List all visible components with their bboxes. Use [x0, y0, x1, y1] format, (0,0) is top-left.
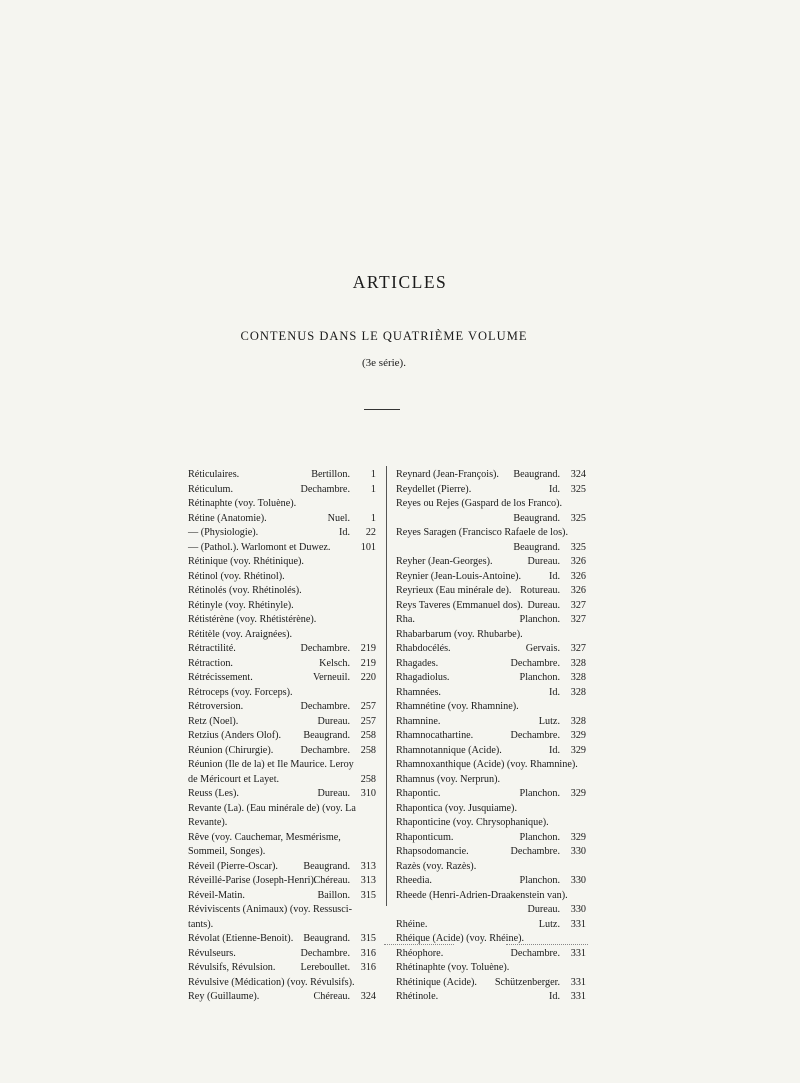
entry-author: Rotureau. [520, 585, 560, 596]
entry-title: de Méricourt et Layet. [188, 773, 280, 785]
index-entry [188, 613, 376, 628]
entry-author: Dureau. [317, 715, 350, 727]
entry-author: Beaugrand. [303, 860, 350, 872]
entry-title: Rétinaphte (voy. Toluène). [188, 498, 297, 509]
index-entry [396, 526, 586, 541]
entry-title: Reyher (Jean-Georges). [396, 556, 493, 567]
entry-author: Dechambre. [300, 483, 350, 495]
index-entry [188, 671, 376, 686]
index-entry [188, 787, 376, 802]
entry-author: Dechambre. [300, 947, 350, 959]
entry-title: Rey (Guillaume). [188, 991, 260, 1002]
entry-title: Reyes ou Rejes (Gaspard de los Franco). [396, 498, 563, 509]
index-entry [396, 483, 586, 498]
index-entry [188, 715, 376, 730]
entry-author: Dechambre. [510, 657, 560, 669]
entry-author: Bertillon. [311, 469, 350, 480]
entry-title: Rhapsodomancie. [396, 846, 469, 857]
index-entry [396, 642, 586, 657]
entry-title: Rheedia. [396, 875, 432, 886]
entry-title: Rétrécissement. [188, 672, 253, 683]
entry-title: Rétistérène (voy. Rhétistérène). [188, 614, 317, 625]
index-entry [396, 976, 586, 991]
index-entry [396, 831, 586, 846]
index-entry [188, 584, 376, 599]
entry-page: 330 [570, 875, 586, 886]
entry-page: 219 [360, 657, 376, 669]
index-entry [396, 570, 586, 585]
index-entry [396, 961, 586, 976]
entry-author: Dureau. [527, 556, 560, 567]
index-entry [188, 874, 376, 889]
entry-author: Id. [548, 991, 560, 1002]
entry-title: Rétraction. [188, 657, 233, 669]
entry-title: Réticulaires. [188, 469, 240, 480]
entry-title: Revante). [188, 817, 228, 828]
entry-page: 327 [570, 599, 586, 611]
index-entry [396, 715, 586, 730]
entry-page: 328 [570, 657, 586, 669]
index-entry [188, 831, 376, 846]
entry-title: Revante (La). (Eau minérale de) (voy. La [188, 802, 356, 814]
entry-title: Réveillé-Parise (Joseph-Henri). [188, 875, 317, 886]
entry-title: Rhaponticum. [396, 831, 454, 843]
entry-author: Id. [548, 744, 560, 756]
entry-page: 313 [360, 860, 376, 872]
entry-title: Rhétinaphte (voy. Toluène). [396, 962, 510, 973]
index-entry [396, 816, 586, 831]
index-entry [188, 642, 376, 657]
entry-page: 313 [360, 875, 376, 886]
entry-title: Rétroceps (voy. Forceps). [188, 686, 293, 698]
entry-author: Lutz. [538, 715, 560, 727]
entry-title: Rétinol (voy. Rhétinol). [188, 570, 285, 582]
index-entry [188, 773, 376, 788]
entry-author: Id. [548, 686, 560, 698]
index-entry [188, 744, 376, 759]
entry-title: Rhapontic. [396, 788, 441, 799]
entry-title: Rhamnus (voy. Nerprun). [396, 773, 501, 785]
entry-title: Rhéique (Acide) (voy. Rhéine). [396, 933, 525, 944]
entry-author: Id. [548, 570, 560, 582]
entry-title: Rhétinole. [396, 991, 439, 1002]
index-entry [396, 744, 586, 759]
entry-title: tants). [188, 918, 214, 930]
entry-page: 330 [570, 904, 586, 915]
entry-title: Rétinyle (voy. Rhétinyle). [188, 599, 294, 611]
entry-page: 329 [570, 831, 586, 843]
index-entry [396, 468, 586, 483]
entry-page: 331 [570, 918, 586, 930]
bleed-through-mark [506, 944, 588, 945]
index-entry [396, 845, 586, 860]
entry-author: Beaugrand. [303, 933, 350, 944]
index-entry [188, 976, 376, 991]
entry-title: Rhamnotannique (Acide). [396, 744, 502, 756]
entry-title: Reyrieux (Eau minérale de). [396, 585, 512, 596]
entry-author: Lutz. [538, 918, 560, 930]
index-entry [188, 932, 376, 947]
entry-author: Dureau. [527, 599, 560, 611]
entry-page: 326 [570, 556, 586, 567]
entry-page: 328 [570, 672, 586, 683]
entry-author: Chéreau. [313, 875, 350, 886]
entry-page: 101 [360, 541, 376, 553]
entry-title: Rétinolés (voy. Rhétinolés). [188, 585, 302, 596]
index-entry [188, 802, 376, 817]
entry-title: Révulseurs. [188, 947, 236, 959]
entry-page: 316 [360, 947, 376, 959]
entry-author: Planchon. [519, 614, 560, 625]
entry-title: Reys Taveres (Emmanuel dos). [396, 599, 523, 611]
entry-page: 22 [365, 527, 376, 538]
index-entry [396, 584, 586, 599]
entry-author: Lereboullet. [300, 962, 350, 973]
entry-title: Rhapontica (voy. Jusquiame). [396, 802, 517, 814]
entry-title: Rhabarbarum (voy. Rhubarbe). [396, 628, 523, 640]
entry-author: Chéreau. [313, 991, 350, 1002]
entry-title: Réunion (Chirurgie). [188, 744, 274, 756]
entry-title: Reuss (Les). [188, 788, 239, 799]
entry-author: Kelsch. [319, 657, 350, 669]
entry-title: Rhamnine. [396, 715, 441, 727]
entry-page: 327 [570, 643, 586, 654]
entry-title: Rhéine. [396, 918, 428, 930]
entry-page: 326 [570, 585, 586, 596]
index-entry [396, 671, 586, 686]
entry-title: Révulsifs, Révulsion. [188, 962, 276, 973]
entry-page: 258 [360, 773, 376, 785]
entry-author: Gervais. [525, 643, 560, 654]
entry-title: — (Physiologie). [188, 527, 259, 538]
entry-page: 258 [360, 744, 376, 756]
entry-title: Rheede (Henri-Adrien-Draakenstein van). [396, 889, 568, 901]
entry-page: 324 [570, 469, 586, 480]
index-entry [396, 947, 586, 962]
entry-page: 330 [570, 846, 586, 857]
index-entry [188, 845, 376, 860]
entry-page: 310 [360, 788, 376, 799]
series-note: (3e série). [362, 357, 406, 369]
entry-author: Planchon. [519, 831, 560, 843]
index-entry [396, 889, 586, 904]
entry-title: Razès (voy. Razès). [396, 860, 477, 872]
index-entry [188, 599, 376, 614]
index-entry [188, 512, 376, 527]
entry-page: 257 [360, 701, 376, 712]
entry-page: 331 [570, 947, 586, 959]
entry-page: 324 [360, 991, 376, 1002]
entry-title: Retz (Noel). [188, 715, 239, 727]
entry-title: Rhamnées. [396, 686, 441, 698]
entry-page: 328 [570, 686, 586, 698]
index-entry [396, 497, 586, 512]
entry-author: Dureau. [527, 904, 560, 915]
entry-title: — (Pathol.). Warlomont et Duwez. [188, 541, 331, 553]
index-entry [188, 758, 376, 773]
index-entry [188, 468, 376, 483]
entry-author: Dechambre. [300, 643, 350, 654]
entry-author: Dechambre. [510, 846, 560, 857]
entry-page: 329 [570, 730, 586, 741]
entry-title: Révulsive (Médication) (voy. Révulsifs). [188, 976, 355, 988]
entry-author: Dechambre. [510, 730, 560, 741]
entry-page: 1 [370, 512, 376, 524]
entry-title: Retzius (Anders Olof). [188, 730, 282, 741]
index-entry [396, 918, 586, 933]
index-entry [188, 483, 376, 498]
entry-author: Verneuil. [312, 672, 350, 683]
index-entry [188, 526, 376, 541]
index-entry [396, 686, 586, 701]
entry-page: 328 [570, 715, 586, 727]
index-entry [396, 700, 586, 715]
entry-title: Rhagadiolus. [396, 672, 450, 683]
entry-page: 329 [570, 744, 586, 756]
index-column-right [396, 468, 586, 1005]
entry-page: 331 [570, 976, 586, 988]
entry-title: Réveil (Pierre-Oscar). [188, 860, 278, 872]
entry-page: 327 [570, 614, 586, 625]
page-subtitle: CONTENUS DANS LE QUATRIÈME VOLUME [240, 329, 528, 343]
entry-title: Sommeil, Songes). [188, 846, 266, 857]
index-entry [396, 874, 586, 889]
entry-title: Réticulum. [188, 483, 233, 495]
entry-author: Beaugrand. [513, 512, 560, 524]
entry-title: Rhagades. [396, 657, 439, 669]
entry-author: Id. [338, 527, 350, 538]
index-entry [188, 903, 376, 918]
entry-title: Rhabdocélés. [396, 643, 451, 654]
entry-page: 325 [570, 512, 586, 524]
entry-author: Dureau. [317, 788, 350, 799]
entry-author: Planchon. [519, 788, 560, 799]
entry-page: 329 [570, 788, 586, 799]
index-entry [396, 729, 586, 744]
index-entry [396, 512, 586, 527]
index-entry [188, 541, 376, 556]
entry-title: Rha. [396, 614, 415, 625]
title-rule [364, 409, 400, 410]
entry-page: 219 [360, 643, 376, 654]
entry-author: Beaugrand. [303, 730, 350, 741]
entry-page: 325 [570, 483, 586, 495]
entry-page: 258 [360, 730, 376, 741]
index-entry [188, 889, 376, 904]
entry-title: Rhéophore. [396, 947, 444, 959]
column-divider [386, 466, 387, 906]
entry-author: Schützenberger. [494, 976, 560, 988]
index-entry [396, 773, 586, 788]
index-entry [188, 686, 376, 701]
entry-page: 1 [370, 483, 376, 495]
entry-title: Rhamnétine (voy. Rhamnine). [396, 701, 519, 712]
entry-author: Planchon. [519, 672, 560, 683]
index-entry [396, 860, 586, 875]
entry-page: 325 [570, 541, 586, 553]
entry-author: Baillon. [317, 889, 350, 901]
entry-page: 331 [570, 991, 586, 1002]
page-title: ARTICLES [352, 272, 448, 292]
index-entry [188, 961, 376, 976]
entry-author: Nuel. [327, 512, 350, 524]
entry-page: 257 [360, 715, 376, 727]
index-entry [396, 657, 586, 672]
index-entry [188, 947, 376, 962]
entry-page: 326 [570, 570, 586, 582]
index-entry [396, 599, 586, 614]
index-entry [188, 497, 376, 512]
index-entry [396, 903, 586, 918]
index-entry [188, 628, 376, 643]
entry-page: 220 [360, 672, 376, 683]
index-entry [188, 555, 376, 570]
entry-author: Planchon. [519, 875, 560, 886]
index-entry [188, 918, 376, 933]
index-entry [188, 990, 376, 1005]
index-entry [188, 860, 376, 875]
entry-author: Beaugrand. [513, 541, 560, 553]
entry-title: Rhaponticine (voy. Chrysophanique). [396, 817, 549, 828]
entry-page: 1 [370, 469, 376, 480]
entry-title: Rhamnoxanthique (Acide) (voy. Rhamnine). [396, 759, 578, 770]
entry-title: Rétroversion. [188, 701, 244, 712]
entry-title: Rêve (voy. Cauchemar, Mesmérisme, [188, 831, 341, 843]
entry-title: Reynier (Jean-Louis-Antoine). [396, 570, 522, 582]
index-entry [396, 990, 586, 1005]
index-entry [188, 657, 376, 672]
entry-title: Reydellet (Pierre). [396, 483, 472, 495]
index-entry [188, 570, 376, 585]
entry-title: Réveil-Matin. [188, 889, 245, 901]
index-entry [396, 555, 586, 570]
entry-title: Révolat (Etienne-Benoit). [188, 933, 294, 944]
index-entry [188, 816, 376, 831]
index-entry [188, 700, 376, 715]
index-entry [396, 541, 586, 556]
entry-author: Dechambre. [510, 947, 560, 959]
index-entry [396, 802, 586, 817]
entry-title: Rétinique (voy. Rhétinique). [188, 556, 304, 567]
entry-author: Dechambre. [300, 701, 350, 712]
index-entry [396, 613, 586, 628]
entry-title: Reyes Saragen (Francisco Rafaele de los). [396, 527, 568, 538]
entry-page: 315 [360, 933, 376, 944]
bleed-through-mark [384, 944, 454, 945]
entry-title: Rhamnocathartine. [396, 730, 474, 741]
entry-title: Réviviscents (Animaux) (voy. Ressusci- [188, 904, 353, 915]
entry-title: Reynard (Jean-François). [396, 469, 499, 480]
entry-page: 315 [360, 889, 376, 901]
index-entry [188, 729, 376, 744]
entry-title: Rétractilité. [188, 643, 236, 654]
entry-title: Rétitèle (voy. Araignées). [188, 628, 293, 640]
index-entry [396, 628, 586, 643]
entry-title: Rhétinique (Acide). [396, 976, 477, 988]
index-entry [396, 787, 586, 802]
entry-author: Id. [548, 483, 560, 495]
entry-author: Dechambre. [300, 744, 350, 756]
entry-title: Réunion (Ile de la) et Ile Maurice. Leroy [188, 759, 354, 770]
index-column-left [188, 468, 376, 1005]
entry-page: 316 [360, 962, 376, 973]
entry-title: Rétine (Anatomie). [188, 512, 267, 524]
index-entry [396, 758, 586, 773]
entry-author: Beaugrand. [513, 469, 560, 480]
